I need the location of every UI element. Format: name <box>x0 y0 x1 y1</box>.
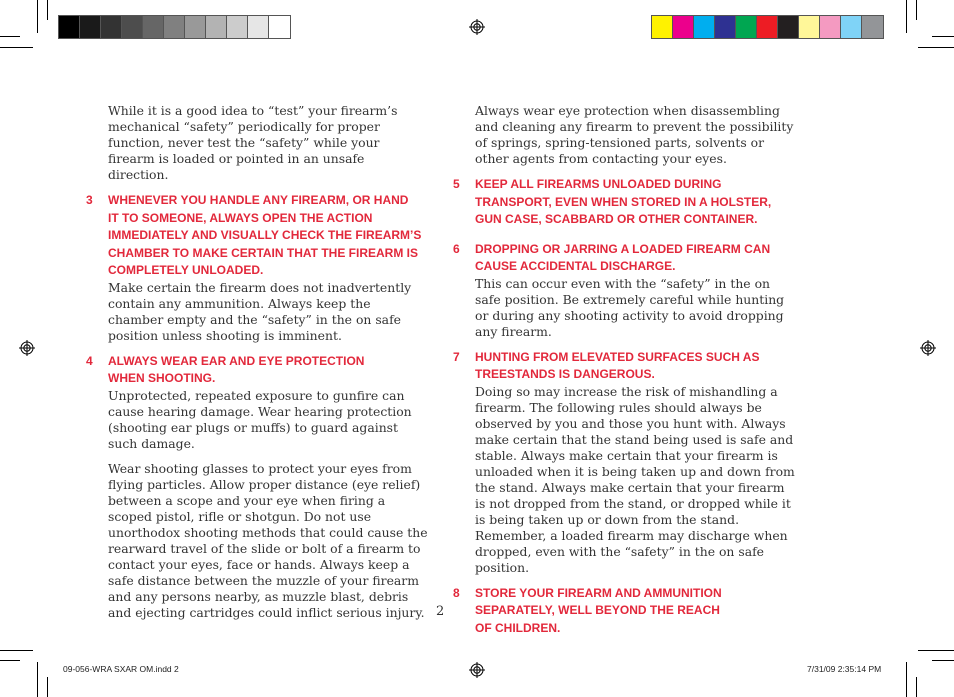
left-column <box>86 103 428 630</box>
color-swatch <box>652 16 673 38</box>
crop-mark <box>918 650 954 651</box>
crop-mark <box>916 0 917 20</box>
slug-timestamp: 7/31/09 2:35:14 PM <box>807 664 882 674</box>
rule-number: 3 <box>86 193 93 207</box>
color-swatch <box>185 16 206 38</box>
crop-mark <box>0 36 20 37</box>
rule-6 <box>453 241 795 276</box>
color-swatch <box>736 16 757 38</box>
process-color-bar <box>651 15 884 39</box>
crop-mark <box>906 662 907 697</box>
rule-5 <box>453 176 795 229</box>
color-swatch <box>715 16 736 38</box>
slug-filename: 09-056-WRA SXAR OM.indd 2 <box>63 664 179 674</box>
color-swatch <box>673 16 694 38</box>
crop-mark <box>47 0 48 20</box>
rule-4 <box>86 353 428 388</box>
rule-heading: STORE YOUR FIREARM AND AMMUNITION SEPARATELY, WELL BEYOND THE REACH OF CHILDREN. <box>475 585 722 635</box>
rule-heading: DROPPING OR JARRING A LOADED FIREARM CAN CAUSE ACCIDENTAL DISCHARGE. <box>475 241 771 273</box>
color-swatch <box>757 16 778 38</box>
right-column <box>453 103 795 637</box>
rule-heading: HUNTING FROM ELEVATED SURFACES SUCH AS TREESTANDS IS DANGEROUS. <box>475 349 760 381</box>
crop-mark <box>932 36 954 37</box>
registration-target-icon <box>19 340 35 356</box>
rule-body: Unprotected, repeated exposure to gunfire can cause hearing damage. Wear hearing protection (shooting ear plugs or muffs) to guard against such damage. <box>108 387 412 451</box>
registration-target-icon <box>469 662 485 678</box>
color-swatch <box>122 16 143 38</box>
rule-number: 4 <box>86 353 93 368</box>
rule-number: 6 <box>453 241 460 256</box>
color-swatch <box>227 16 248 38</box>
rule-8 <box>453 585 795 638</box>
crop-mark <box>906 0 907 33</box>
color-swatch <box>862 16 883 38</box>
rule-body: Make certain the firearm does not inadvertently contain any ammunition. Always keep the chamber empty and the “safety” in the on safe position unless shooting is imminent. <box>108 279 412 343</box>
color-swatch <box>269 16 290 38</box>
crop-mark <box>0 47 33 48</box>
crop-mark <box>916 677 917 697</box>
color-swatch <box>80 16 101 38</box>
left-intro-paragraph: While it is a good idea to “test” your firearm’s mechanical “safety” periodically for proper function, never test the “safety” while your firearm is loaded or pointed in an unsafe direction. <box>108 103 398 182</box>
color-swatch <box>694 16 715 38</box>
crop-mark <box>37 0 38 33</box>
color-swatch <box>101 16 122 38</box>
rule-3 <box>86 192 428 280</box>
crop-mark <box>0 660 20 661</box>
color-swatch <box>143 16 164 38</box>
color-swatch <box>778 16 799 38</box>
rule-body: Doing so may increase the risk of mishandling a firearm. The following rules should always be observed by you and those you hunt with. Always make certain that the stand being used is safe and stable. Always make certain that your firearm is unloaded when it is being taken up and down from the stand. Always make certain that your firearm is not dropped from the stand, or dropped while it is being taken up or down from the stand. Remember, a loaded firearm may discharge when dropped, even with the “safety” in the on safe position. <box>475 383 795 575</box>
color-swatch <box>164 16 185 38</box>
rule-7 <box>453 349 795 384</box>
rule-heading: ALWAYS WEAR EAR AND EYE PROTECTION WHEN SHOOTING. <box>108 353 365 385</box>
rule-number: 8 <box>453 585 460 600</box>
rule-heading: KEEP ALL FIREARMS UNLOADED DURING TRANSPORT, EVEN WHEN STORED IN A HOLSTER, GUN CASE, SCABBARD OR OTHER CONTAINER. <box>475 177 772 226</box>
rule-heading: WHENEVER YOU HANDLE ANY FIREARM, OR HAND IT TO SOMEONE, ALWAYS OPEN THE ACTION IMMEDIATELY AND VISUALLY CHECK THE FIREARM’S CHAMBER TO MAKE CERTAIN THAT THE FIREARM IS COMPLETELY UNLOADED. <box>108 193 422 277</box>
crop-mark <box>37 662 38 697</box>
rule-body: Wear shooting glasses to protect your eyes from flying particles. Allow proper distance (eye relief) between a scope and your eye when firing a scoped pistol, rifle or shotgun. Do not use unorthodox shooting methods that could cause the rearward travel of the slide or bolt of a firearm to contact your eyes, face or hands. Always keep a safe distance between the muzzle of your firearm and any persons nearby, as muzzle blast, debris and ejecting cartridges could inflict serious injury. <box>108 460 428 620</box>
color-swatch <box>799 16 820 38</box>
crop-mark <box>932 660 954 661</box>
rule-number: 5 <box>453 177 460 191</box>
crop-mark <box>0 650 33 651</box>
grayscale-color-bar <box>58 15 291 39</box>
crop-mark <box>47 677 48 697</box>
right-intro-paragraph: Always wear eye protection when disassembling and cleaning any firearm to prevent the possibility of springs, spring-tensioned parts, solvents or other agents from contacting your eyes. <box>475 103 794 166</box>
color-swatch <box>820 16 841 38</box>
crop-mark <box>918 47 954 48</box>
page-number: 2 <box>436 604 445 619</box>
rule-body: This can occur even with the “safety” in the on safe position. Be extremely careful while hunting or during any shooting activity to avoid dropping any firearm. <box>475 275 785 339</box>
color-swatch <box>59 16 80 38</box>
registration-target-icon <box>920 340 936 356</box>
color-swatch <box>841 16 862 38</box>
color-swatch <box>206 16 227 38</box>
registration-target-icon <box>469 19 485 35</box>
rule-number: 7 <box>453 349 460 364</box>
color-swatch <box>248 16 269 38</box>
